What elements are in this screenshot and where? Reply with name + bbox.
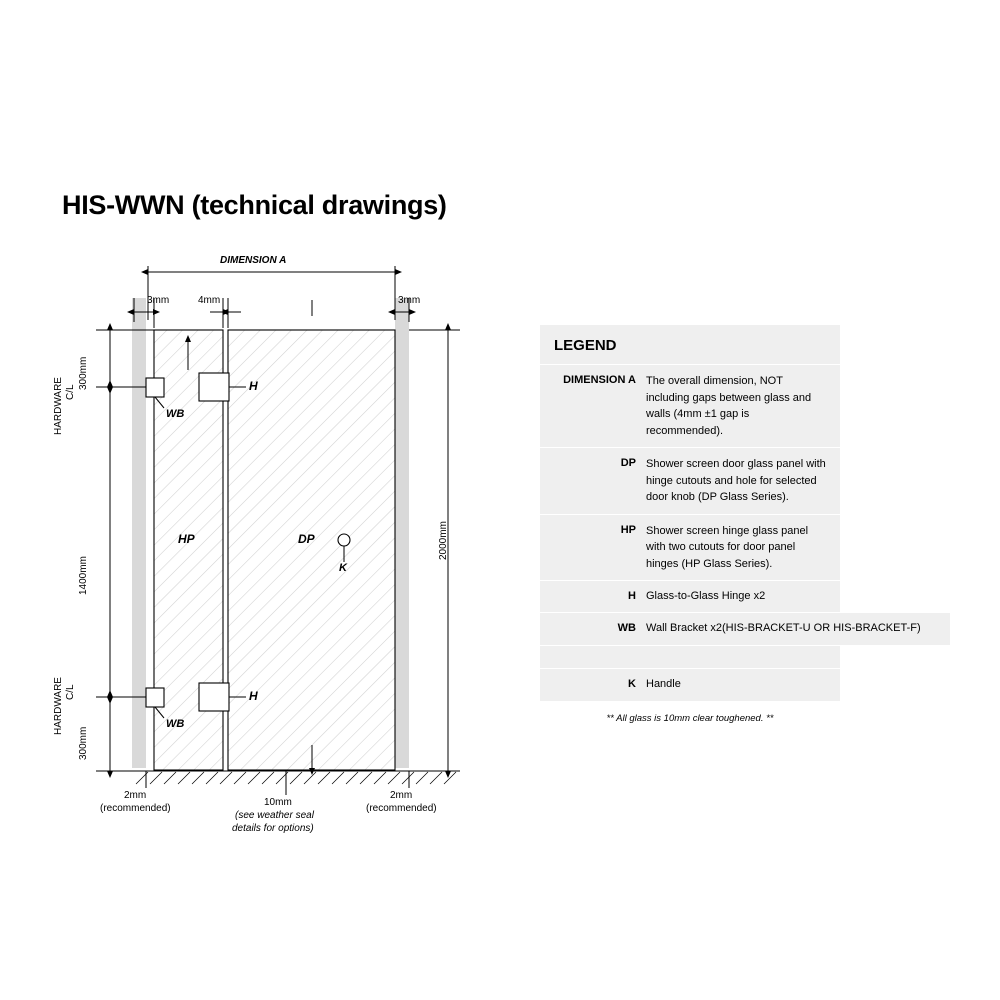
legend-footnote: ** All glass is 10mm clear toughened. ** (540, 701, 840, 736)
wall-bracket-bottom (146, 688, 164, 707)
legend-title: LEGEND (554, 337, 617, 354)
technical-drawing (53, 250, 480, 850)
legend-key: H (628, 590, 636, 602)
floor-right-note: (recommended) (366, 803, 437, 814)
legend-desc: Handle (646, 678, 681, 690)
legend-key: HP (620, 523, 636, 536)
hinge-top-label: H (249, 379, 258, 393)
handle-label: K (339, 562, 347, 574)
wall-bracket-top-label: WB (166, 408, 185, 420)
wall-bracket-top (146, 378, 164, 397)
panel-dp-label: DP (298, 532, 315, 546)
legend-desc: Shower screen hinge glass panel with two cutouts for door panel hinges (HP Glass Series). (646, 524, 809, 570)
legend-panel (540, 325, 840, 613)
legend-key: K (628, 678, 636, 690)
glass-panel-dp (228, 330, 395, 770)
legend-spacer (540, 645, 840, 668)
legend-key: DIMENSION A (563, 374, 636, 386)
legend-row-dp (540, 447, 840, 514)
legend-desc: Wall Bracket x2(HIS-BRACKET-U OR HIS-BRACKET-F) (646, 622, 921, 634)
floor-right-value: 2mm (390, 790, 413, 801)
dimension-a-label: DIMENSION A (220, 255, 287, 266)
floor-left-note: (recommended) (100, 803, 171, 814)
hinge-bottom-label: H (249, 689, 258, 703)
legend-row-hp (540, 514, 840, 581)
floor-center-note-line2: details for options) (232, 823, 314, 834)
gap-inner-label: 4mm (198, 295, 221, 306)
gap-left-label: 3mm (147, 295, 170, 306)
floor-center-value: 10mm (264, 797, 292, 808)
wall-right (395, 298, 409, 768)
hinge-top (199, 373, 229, 401)
handle-hole (338, 534, 350, 546)
legend-panel-lower (540, 645, 840, 736)
legend-desc: The overall dimension, NOT including gaps between glass and walls (4mm ±1 gap is recommended). (646, 375, 812, 437)
legend-row-dimension-a (540, 364, 840, 447)
cl-hardware-top-line1: C/L (65, 384, 76, 400)
legend-desc: Glass-to-Glass Hinge x2 (646, 590, 766, 602)
dim-300-bottom-label: 300mm (78, 726, 89, 760)
drawing-svg (60, 250, 480, 850)
cl-hardware-bottom-line2: HARDWARE (53, 677, 64, 735)
dim-1400-label: 1400mm (78, 556, 89, 595)
panel-hp-label: HP (178, 532, 195, 546)
legend-desc: Shower screen door glass panel with hinge cutouts and hole for selected door knob (DP Glass Series). (646, 458, 826, 503)
legend-key: WB (617, 622, 636, 634)
legend-row-wb (540, 612, 950, 645)
legend-row-wb-wrapper (540, 612, 950, 645)
hinge-bottom (199, 683, 229, 711)
gap-right-label: 3mm (398, 295, 421, 306)
dim-300-top-label: 300mm (78, 356, 89, 390)
dim-2000-label: 2000mm (438, 521, 449, 560)
wall-bracket-bottom-label: WB (166, 718, 185, 730)
floor-center-note-line1: (see weather seal (235, 810, 314, 821)
legend-row-h (540, 580, 840, 613)
floor-left-value: 2mm (124, 790, 147, 801)
page-title: HIS-WWN (technical drawings) (62, 190, 447, 220)
cl-hardware-bottom-line1: C/L (65, 684, 76, 700)
cl-hardware-top-line2: HARDWARE (53, 377, 64, 435)
legend-row-k (540, 668, 840, 701)
legend-key: DP (620, 457, 636, 469)
